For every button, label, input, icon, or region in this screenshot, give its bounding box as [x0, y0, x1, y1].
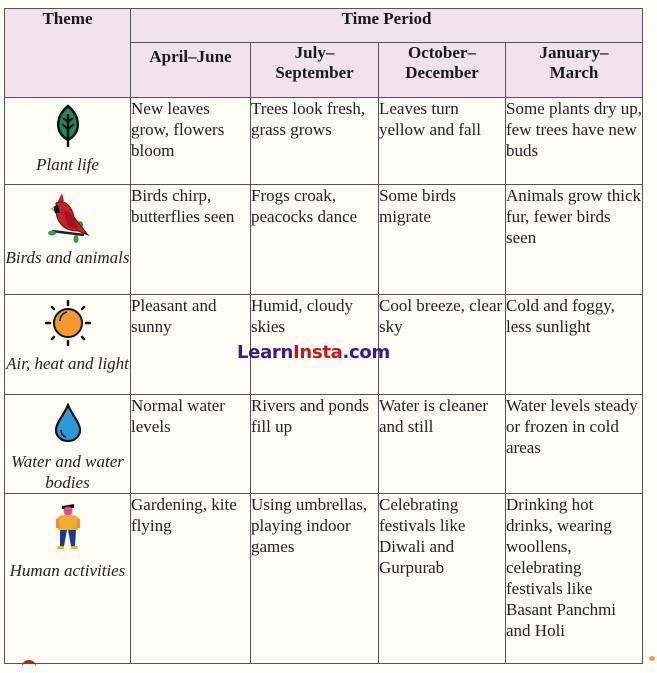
table-row [5, 98, 643, 185]
table-cell: Gardening, kite flying [131, 494, 251, 664]
period-header-april-june: April–June [131, 43, 251, 98]
table-cell: Some birds migrate [379, 185, 506, 295]
seasons-table [4, 8, 643, 664]
table-row [5, 395, 643, 494]
table-cell: Cool breeze, clear sky [379, 295, 506, 395]
table-cell: Pleasant and sunny [131, 295, 251, 395]
table-row [5, 494, 643, 664]
table-cell: Drinking hot drinks, wearing woollens, celebrating festivals like Basant Panchmi and Holi [506, 494, 643, 664]
theme-label: Birds and animals [5, 248, 130, 267]
theme-cell [5, 295, 131, 395]
person-icon [52, 502, 84, 550]
table-cell: New leaves grow, flowers bloom [131, 98, 251, 185]
table-cell: Leaves turn yellow and fall [379, 98, 506, 185]
theme-label: Plant life [36, 155, 99, 174]
theme-label: Air, heat and light [6, 354, 129, 373]
bird-icon [42, 191, 94, 243]
table-cell: Humid, cloudy skies [251, 295, 379, 395]
theme-header: Theme [5, 9, 131, 98]
table-cell: Using umbrellas, playing indoor games [251, 494, 379, 664]
table-cell: Rivers and ponds fill up [251, 395, 379, 494]
table-cell: Water levels steady or frozen in cold areas [506, 395, 643, 494]
table-cell: Celebrating festivals like Diwali and Gurpurab [379, 494, 506, 664]
period-header-july-september: July– September [251, 43, 379, 98]
theme-cell [5, 494, 131, 664]
watermark: LearnInsta.com [237, 342, 390, 363]
theme-cell [5, 395, 131, 494]
water-drop-icon [54, 403, 82, 443]
table-cell: Water is cleaner and still [379, 395, 506, 494]
theme-label: Water and water bodies [11, 452, 124, 492]
table-cell: Animals grow thick fur, fewer birds seen [506, 185, 643, 295]
decorative-arc [22, 660, 36, 673]
theme-label: Human activities [9, 561, 126, 580]
table-cell: Cold and foggy, less sunlight [506, 295, 643, 395]
theme-cell [5, 98, 131, 185]
table-cell: Some plants dry up, few trees have new buds [506, 98, 643, 185]
decorative-dot [649, 656, 655, 661]
period-header-january-march: January– March [506, 43, 643, 98]
table-row [5, 185, 643, 295]
leaf-icon [54, 104, 82, 148]
theme-cell [5, 185, 131, 295]
table-cell: Normal water levels [131, 395, 251, 494]
time-period-header: Time Period [131, 9, 643, 43]
table-cell: Birds chirp, butterflies seen [131, 185, 251, 295]
table-cell: Frogs croak, peacocks dance [251, 185, 379, 295]
period-header-october-december: October– December [379, 43, 506, 98]
table-cell: Trees look fresh, grass grows [251, 98, 379, 185]
sun-icon [44, 299, 92, 347]
